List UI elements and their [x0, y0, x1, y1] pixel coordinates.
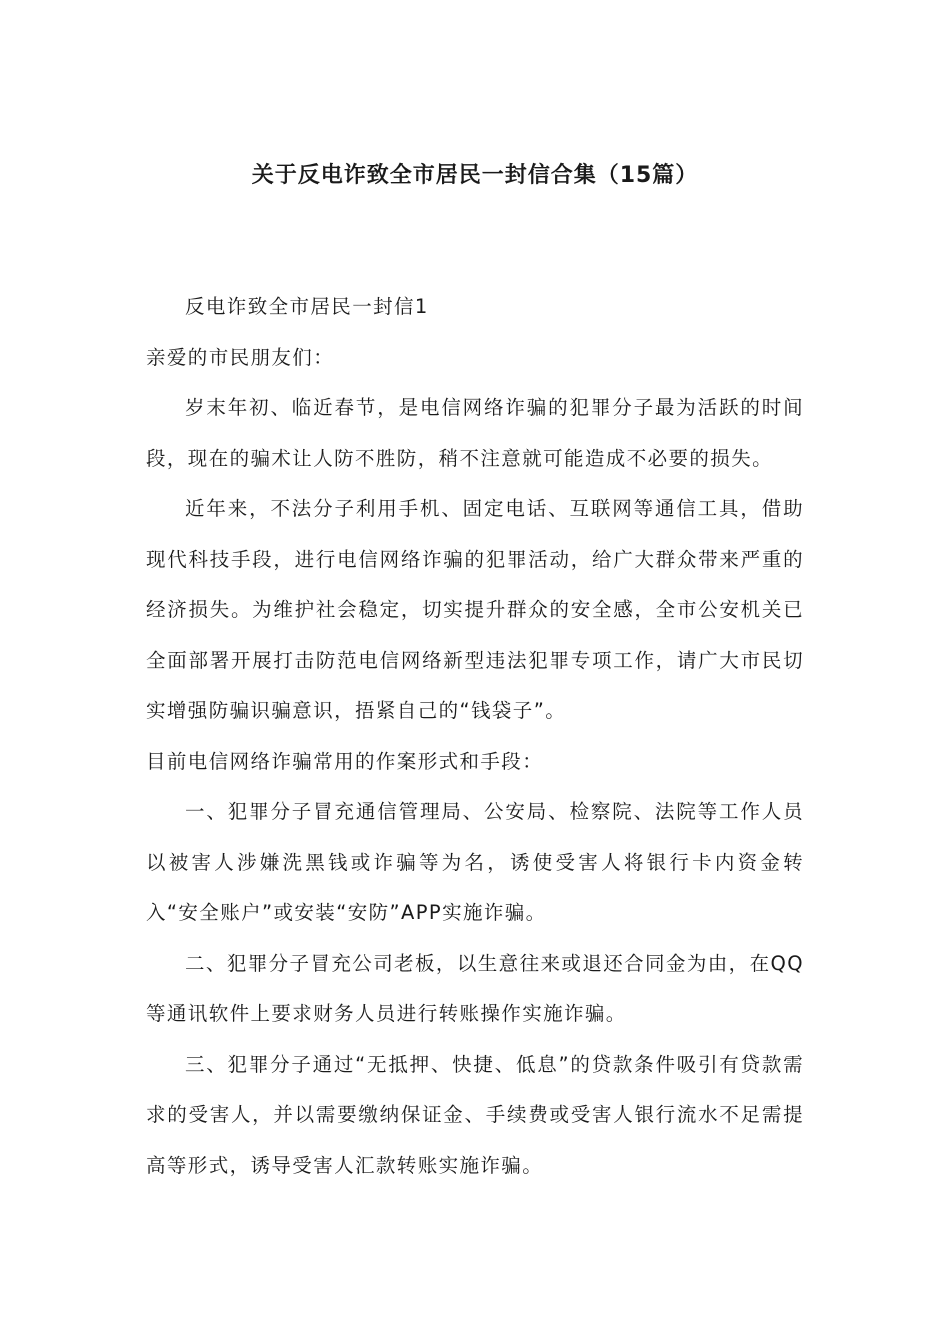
salutation: 亲爱的市民朋友们：	[146, 345, 335, 369]
document-title: 关于反电诈致全市居民一封信合集（15篇）	[251, 163, 699, 188]
paragraph: 岁末年初、临近春节，是电信网络诈骗的犯罪分子最为活跃的时间段，现在的骗术让人防不胜防，稍不注意就可能造成不必要的损失。	[146, 396, 804, 470]
list-item: 二、犯罪分子冒充公司老板，以生意往来或退还合同金为由，在QQ等通讯软件上要求财务人员进行转账操作实施诈骗。	[146, 951, 804, 1025]
list-item: 一、犯罪分子冒充通信管理局、公安局、检察院、法院等工作人员以被害人涉嫌洗黑钱或诈骗等为名，诱使受害人将银行卡内资金转入“安全账户”或安装“安防”APP实施诈骗。	[146, 800, 804, 924]
document-body	[146, 282, 804, 1191]
paragraph: 近年来，不法分子利用手机、固定电话、互联网等通信工具，借助现代科技手段，进行电信网络诈骗的犯罪活动，给广大群众带来严重的经济损失。为维护社会稳定，切实提升群众的安全感，全市公安机关已全面部署开展打击防范电信网络新型违法犯罪专项工作，请广大市民切实增强防骗识骗意识，捂紧自己的“钱袋子”。	[146, 497, 804, 722]
list-item: 三、犯罪分子通过“无抵押、快捷、低息”的贷款条件吸引有贷款需求的受害人，并以需要缴纳保证金、手续费或受害人银行流水不足需提高等形式，诱导受害人汇款转账实施诈骗。	[146, 1052, 804, 1177]
section-heading: 反电诈致全市居民一封信1	[185, 295, 429, 318]
paragraph: 目前电信网络诈骗常用的作案形式和手段：	[146, 749, 544, 773]
